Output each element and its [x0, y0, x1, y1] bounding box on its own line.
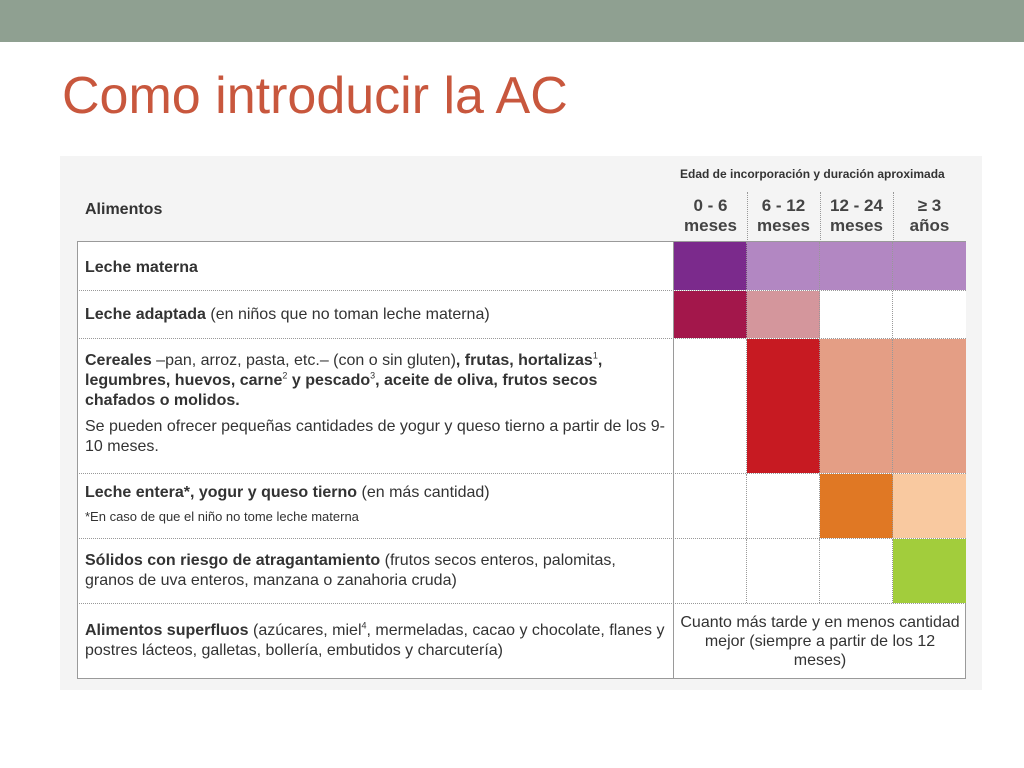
age-cell — [674, 539, 747, 603]
age-header-0-6: 0 - 6 meses — [684, 196, 737, 235]
age-cell — [674, 474, 747, 538]
age-cell — [674, 291, 747, 338]
age-cell — [747, 474, 820, 538]
age-header-3-years: ≥ 3 años — [909, 196, 950, 235]
age-cell — [820, 474, 893, 538]
age-cell — [674, 242, 747, 290]
slide-title: Como introducir la AC — [62, 67, 568, 125]
food-cell: Sólidos con riesgo de atragantamiento (frutos secos enteros, palomitas, granos de uva enteros, manzana o zanahoria cruda) — [77, 539, 674, 603]
merged-age-note: Cuanto más tarde y en menos cantidad mejor (siempre a partir de los 12 meses) — [680, 613, 960, 669]
age-header-12-24: 12 - 24 meses — [830, 196, 883, 235]
age-cell — [893, 474, 966, 538]
age-cell — [747, 539, 820, 603]
table-row — [77, 539, 966, 604]
age-cell — [747, 242, 820, 290]
age-cell — [747, 339, 820, 473]
age-cell — [820, 539, 893, 603]
top-accent-bar — [0, 0, 1024, 42]
food-column-header: Alimentos — [85, 201, 163, 218]
age-cell — [893, 242, 966, 290]
table-row — [77, 291, 966, 339]
header-divider — [820, 192, 821, 240]
table-row — [77, 474, 966, 539]
food-cell: Alimentos superfluos (azúcares, miel$^4$, mermeladas, cacao y chocolate, flanes y postres lácteos, galletas, bollería, embutidos y charcutería) — [77, 604, 674, 678]
age-cell — [820, 339, 893, 473]
age-cell — [893, 339, 966, 473]
food-cell: Cereales –pan, arroz, pasta, etc.– (con o sin gluten), frutas, hortalizas$^1$, legumbres, huevos, carne$^2$ y pescado$^3$, aceite de oliva, frutos secos chafados o molidos. Se pueden ofrecer pequeñas cantidades de yogur y queso tierno a partir de los 9-10 meses. — [77, 339, 674, 473]
age-cell — [820, 291, 893, 338]
header-divider — [893, 192, 894, 240]
food-cell: Leche materna — [77, 242, 674, 290]
footnote: *En caso de que el niño no tome leche materna — [85, 509, 359, 524]
age-cell — [820, 242, 893, 290]
age-cell — [674, 339, 747, 473]
table-row — [77, 604, 966, 678]
age-header-6-12: 6 - 12 meses — [757, 196, 810, 235]
food-cell: Leche adaptada (en niños que no toman leche materna) — [77, 291, 674, 338]
header-divider — [747, 192, 748, 240]
food-cell: Leche entera*, yogur y queso tierno (en más cantidad) *En caso de que el niño no tome leche materna — [77, 474, 674, 538]
age-cell — [893, 539, 966, 603]
age-cell — [747, 291, 820, 338]
table-row — [77, 242, 966, 291]
age-cell — [893, 291, 966, 338]
food-extra-note: Se pueden ofrecer pequeñas cantidades de yogur y queso tierno a partir de los 9-10 meses. — [85, 418, 665, 455]
age-caption: Edad de incorporación y duración aproximada — [680, 167, 945, 181]
table-row — [77, 339, 966, 474]
